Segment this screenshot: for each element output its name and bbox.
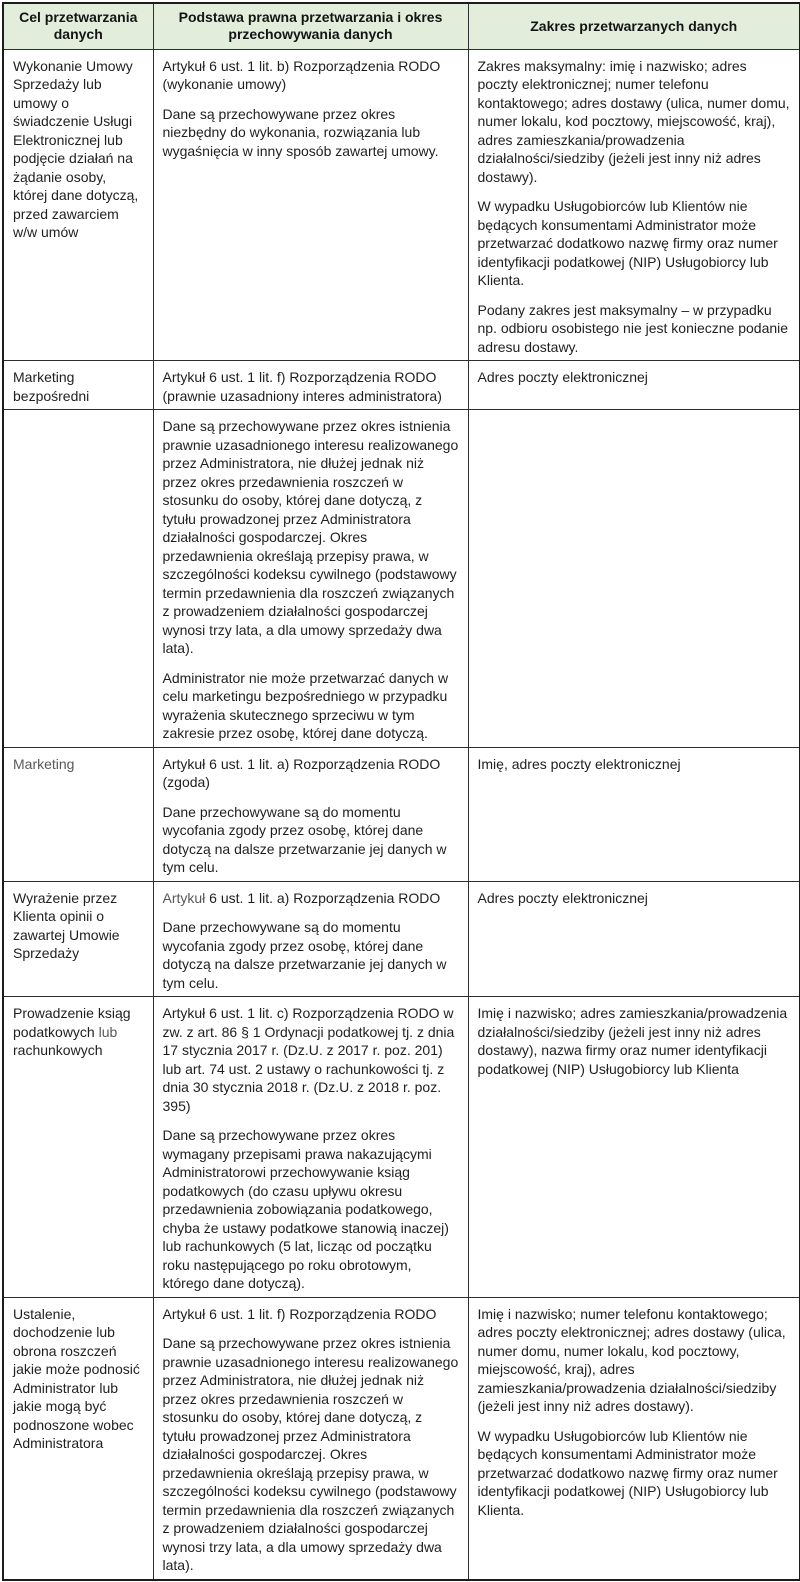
muted-word: lub: [98, 1023, 118, 1040]
cell-scope: [468, 881, 800, 997]
paragraph: Imię i nazwisko; numer telefonu kontaktowego; adres poczty elektronicznej; adres dostawy (ulica, numer domu, numer lokalu, kod pocztowy, miejscowość, kraj), adres zamieszkania/prowadzenia działalności/siedziby (jeżeli jest inny niż adres dostawy).: [477, 1305, 786, 1414]
paragraph: Administrator nie może przetwarzać danych w celu marketingu bezpośredniego w przypadku wyrażenia skutecznego sprzeciwu w tym zakresie przez osobę, której dane dotyczą.: [162, 669, 449, 741]
cell-scope: [468, 1297, 800, 1580]
paragraph: Adres poczty elektronicznej: [477, 889, 648, 906]
table-row-direct-marketing: [3, 361, 800, 410]
table-row-contract-execution: [3, 49, 800, 361]
cell-legal-basis: [153, 1297, 468, 1580]
paragraph: Artykuł 6 ust. 1 lit. f) Rozporządzenia RODO (prawnie uzasadniony interes administratora): [162, 369, 442, 404]
cell-purpose: Wyrażenie przez Klienta opinii o zawartej Umowie Sprzedaży: [3, 881, 153, 997]
cell-scope: [468, 997, 800, 1298]
cell-scope: [468, 361, 800, 410]
table-row-marketing: [3, 747, 800, 881]
cell-purpose: Marketing bezpośredni: [3, 361, 153, 410]
legal-basis-text: 6 ust. 1 lit. a) Rozporządzenia RODO: [205, 889, 441, 906]
paragraph: Zakres maksymalny: imię i nazwisko; adres poczty elektronicznej; numer telefonu kontaktowego; adres dostawy (ulica, numer domu, numer lokalu, kod pocztowy, miejscowość, kraj), adres zamieszkania/prowadzenia działalności/siedziby (jeżeli jest inny niż adres dostawy).: [477, 57, 790, 185]
cell-legal-basis: [153, 410, 468, 748]
table-row-client-opinion: [3, 881, 800, 997]
table-row-claims: [3, 1297, 800, 1580]
table-row-tax-books: [3, 997, 800, 1298]
cell-legal-basis: [153, 747, 468, 881]
column-header-scope: Zakres przetwarzanych danych: [468, 3, 800, 49]
table-row-direct-marketing-retention: [3, 410, 800, 748]
cell-purpose: Marketing: [3, 747, 153, 881]
paragraph: Adres poczty elektronicznej: [477, 369, 648, 385]
paragraph: Artykuł 6 ust. 1 lit. a) Rozporządzenia RODO (zgoda): [162, 755, 441, 790]
paragraph: Artykuł 6 ust. 1 lit. f) Rozporządzenia RODO: [162, 1305, 437, 1322]
purpose-text: Prowadzenie ksiąg podatkowych: [13, 1005, 131, 1040]
cell-purpose-empty: [3, 410, 153, 748]
paragraph: Podany zakres jest maksymalny – w przypadku np. odbioru osobistego nie jest konieczne podanie adresu dostawy.: [477, 301, 789, 355]
paragraph: Dane są przechowywane przez okres istnienia prawnie uzasadnionego interesu realizowanego przez Administratora, nie dłużej jednak niż przez okres przedawnienia roszczeń w stosunku do osoby, której dane dotyczą, z tytułu prowadzonej przez Administratora działalności gospodarczej. Okres przedawnienia określają przepisy prawa, w szczególności kodeksu cywilnego (podstawowy termin przedawnienia dla roszczeń związanych z prowadzeniem działalności gospodarczej wynosi trzy lata, a dla umowy sprzedaży dwa lata).: [162, 1335, 459, 1573]
rodo-processing-table: [2, 2, 800, 1581]
cell-scope-empty: [468, 410, 800, 748]
cell-purpose: Ustalenie, dochodzenie lub obrona roszczeń jakie może podnosić Administrator lub jakie mogą być podnoszone wobec Administratora: [3, 1297, 153, 1580]
paragraph: [163, 889, 459, 908]
purpose-text: rachunkowych: [13, 1042, 103, 1058]
column-header-legal-basis: Podstawa prawna przetwarzania i okres przechowywania danych: [153, 3, 468, 49]
paragraph: W wypadku Usługobiorców lub Klientów nie będących konsumentami Administrator może przetwarzać dodatkowo nazwę firmy oraz numer identyfikacji podatkowej (NIP) Usługobiorcy lub Klienta.: [477, 198, 778, 288]
paragraph: Dane są przechowywane przez okres istnienia prawnie uzasadnionego interesu realizowanego przez Administratora, nie dłużej jednak niż przez okres przedawnienia roszczeń w stosunku do osoby, której dane dotyczą, z tytułu prowadzonej przez Administratora działalności gospodarczej. Okres przedawnienia określają przepisy prawa, w szczególności kodeksu cywilnego (podstawowy termin przedawnienia dla roszczeń związanych z prowadzeniem działalności gospodarczej wynosi trzy lata, a dla umowy sprzedaży dwa lata).: [162, 418, 459, 656]
paragraph: W wypadku Usługobiorców lub Klientów nie będących konsumentami Administrator może przetwarzać dodatkowo nazwę firmy oraz numer identyfikacji podatkowej (NIP) Usługobiorcy lub Klienta.: [477, 1427, 778, 1518]
paragraph: Dane są przechowywane przez okres wymagany przepisami prawa nakazującymi Administratorowi przechowywanie ksiąg podatkowych (do czasu upływu okresu przedawnienia zobowiązania podatkowego, chyba że ustawy podatkowe stanowią inaczej) lub rachunkowych (5 lat, licząc od początku roku następującego po roku obrotowym, którego dane dotyczą).: [162, 1127, 449, 1291]
cell-purpose: [3, 997, 153, 1298]
paragraph: Artykuł 6 ust. 1 lit. b) Rozporządzenia RODO (wykonanie umowy): [162, 57, 441, 92]
cell-legal-basis: [153, 361, 468, 410]
cell-scope: [468, 49, 800, 361]
paragraph: Imię i nazwisko; adres zamieszkania/prowadzenia działalności/siedziby (jeżeli jest inny niż adres dostawy), nazwa firmy oraz numer identyfikacji podatkowej (NIP) Usługobiorcy lub Klienta: [477, 1005, 788, 1077]
paragraph: Artykuł 6 ust. 1 lit. c) Rozporządzenia RODO w zw. z art. 86 § 1 Ordynacji podatkowej tj. z dnia 17 stycznia 2017 r. (Dz.U. z 2017 r. poz. 201) lub art. 74 ust. 2 ustawy o rachunkowości tj. z dnia 30 stycznia 2018 r. (Dz.U. z 2018 r. poz. 395): [162, 1005, 455, 1114]
paragraph: Dane przechowywane są do momentu wycofania zgody przez osobę, której dane dotyczą na dalsze przetwarzanie jej danych w tym celu.: [162, 919, 447, 991]
muted-word: Artykuł: [162, 889, 206, 906]
paragraph: Dane przechowywane są do momentu wycofania zgody przez osobę, której dane dotyczą na dalsze przetwarzanie jej danych w tym celu.: [162, 803, 447, 875]
cell-legal-basis: [153, 997, 468, 1298]
cell-purpose: Wykonanie Umowy Sprzedaży lub umowy o świadczenie Usługi Elektronicznej lub podjęcie działań na żądanie osoby, której dane dotyczą, przed zawarciem w/w umów: [3, 49, 153, 361]
cell-legal-basis: [153, 49, 468, 361]
column-header-purpose: Cel przetwarzania danych: [3, 3, 153, 49]
cell-legal-basis: [153, 881, 468, 997]
cell-scope: [468, 747, 800, 881]
table-header-row: [3, 3, 800, 49]
paragraph: Imię, adres poczty elektronicznej: [477, 755, 681, 772]
paragraph: Dane są przechowywane przez okres niezbędny do wykonania, rozwiązania lub wygaśnięcia w inny sposób zawartej umowy.: [162, 105, 439, 159]
